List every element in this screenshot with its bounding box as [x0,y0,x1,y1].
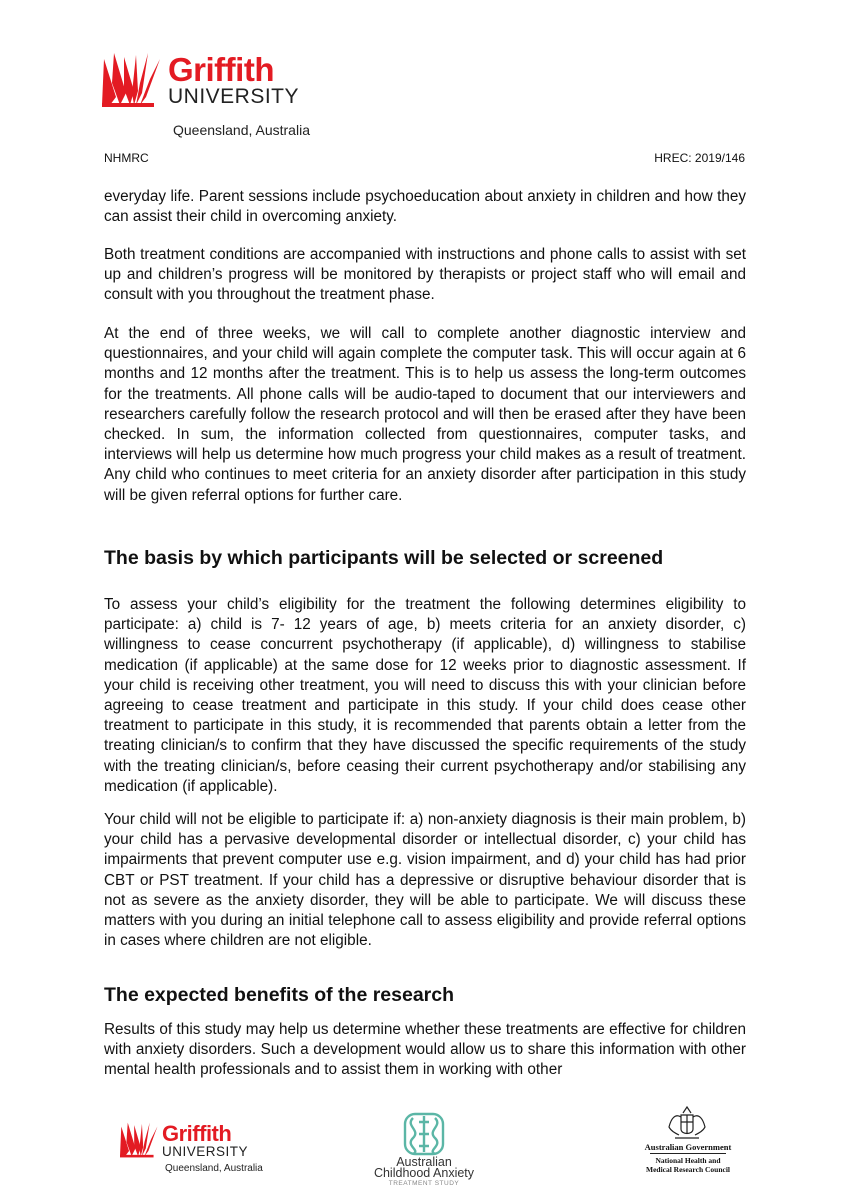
hrec-code: HREC: 2019/146 [654,151,745,165]
paragraph-6: Results of this study may help us determine whether these treatments are effective for children with anxiety disorders. Such a development would allow us to share this information with other mental health professionals and to assist them in working with other [104,1021,746,1079]
logo-location: Queensland, Australia [173,122,310,138]
griffith-flame-icon [102,53,164,107]
logo-name: Griffith [168,51,274,88]
gov-line-2: National Health and [655,1156,721,1165]
footer-logo-location: Queensland, Australia [165,1163,263,1174]
footer-logo-name: Griffith [162,1120,232,1146]
acat-line-1: Australian [396,1155,452,1169]
paragraph-3: At the end of three weeks, we will call to complete another diagnostic interview and questionnaires, and your child will again complete the computer task. This will occur again at 6 months and 12 months after the treatment. This is to help us assess the long-term outcomes for the treatments. All phone calls will be audio-taped to document that our interviewers and researchers carefully follow the research protocol and will then be erased after they have been checked. In sum, the information collected from questionnaires, computer tasks, and interviews will help us determine how much progress your child makes as a result of treatment. Any child who continues to meet criteria for an anxiety disorder after participation in this study will be given referral options for further care. [104,325,746,504]
header-griffith-logo [102,53,299,107]
logo-subname: UNIVERSITY [168,85,300,108]
acat-knot-icon [401,1110,447,1158]
acat-line-2: Childhood Anxiety [373,1166,475,1180]
nhmrc-code: NHMRC [104,151,149,165]
griffith-flame-icon [120,1122,160,1158]
paragraph-4: To assess your child’s eligibility for the treatment the following determines eligibility to participate: a) child is 7- 12 years of age, b) meets criteria for an anxiety disorder, c) willingness to cease concurrent psychotherapy (if applicable), d) willingness to stabilise medication (if applicable) at the same dose for 12 weeks prior to diagnostic assessment. If your child is receiving other treatment, you will need to discuss this with your clinician before agreeing to cease treatment and participate in this study. If your child does cease other treatment to participate in this study, it is recommended that parents obtain a letter from the treating clinician/s to confirm that they have discussed the specific requirements of the study with the treating clinician/s, before ceasing their current psychotherapy and/or stabilising any medication (if applicable). [104,596,746,795]
gov-line-3: Medical Research Council [645,1165,731,1174]
footer-griffith-logo [120,1122,248,1158]
gov-line-1: Australian Government [644,1142,732,1152]
gov-divider [650,1153,726,1154]
paragraph-5: Your child will not be eligible to participate if: a) non-anxiety diagnosis is their main problem, b) your child has a pervasive developmental disorder or intellectual disorder, c) your child has impairments that prevent computer use e.g. vision impairment, and d) your child has had prior CBT or PST treatment. If your child has a depressive or disruptive behaviour disorder that is not as severe as the anxiety disorder, they will be able to participate. We will discuss these matters with you during an initial telephone call to assess eligibility and provide referral options in cases where children are not eligible. [104,811,746,950]
paragraph-1: everyday life. Parent sessions include psychoeducation about anxiety in children and how they can assist their child in overcoming anxiety. [104,188,746,226]
heading-selection: The basis by which participants will be selected or screened [104,547,664,569]
heading-benefits: The expected benefits of the research [104,984,455,1006]
paragraph-2: Both treatment conditions are accompanied with instructions and phone calls to assist with set up and children’s progress will be monitored by therapists or project staff who will email and consult with you throughout the treatment phase. [104,246,746,304]
coat-of-arms-icon [665,1105,709,1141]
footer-logo-subname: UNIVERSITY [162,1143,249,1159]
acat-line-3: TREATMENT STUDY [388,1180,460,1187]
